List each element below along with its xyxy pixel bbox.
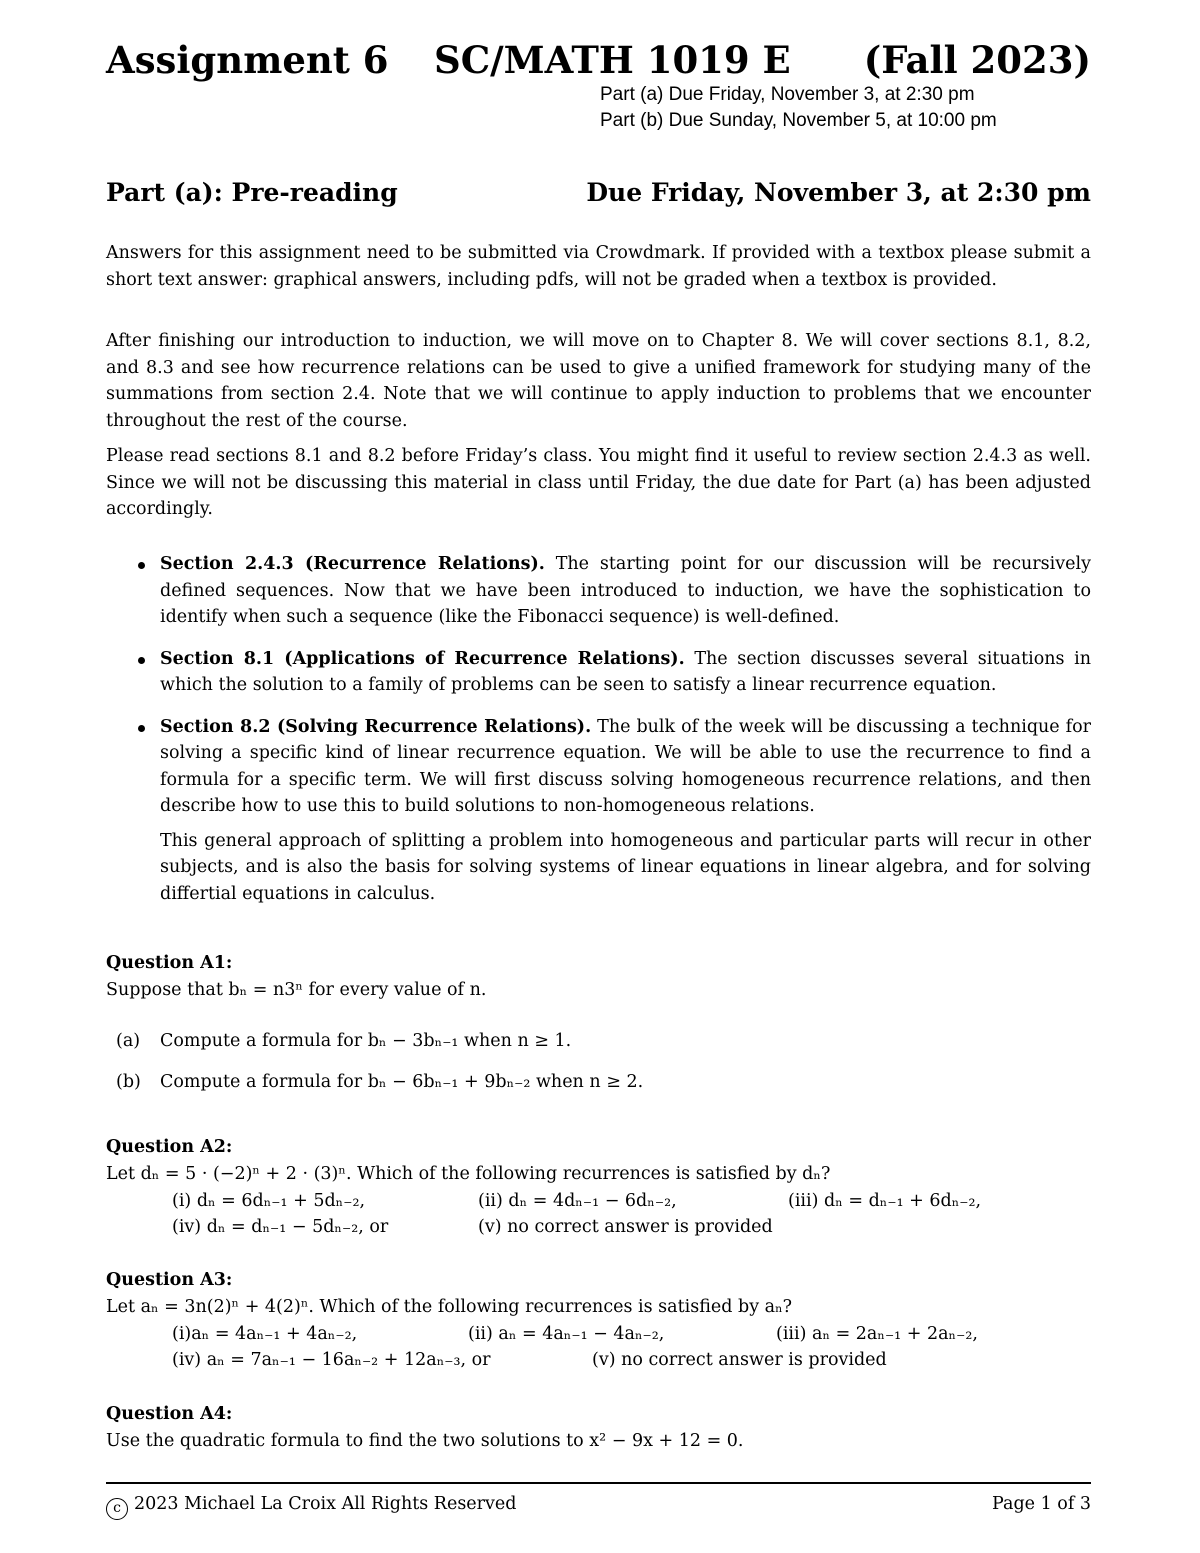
question-part-b: [106, 1069, 1091, 1096]
option-i: (i)aₙ = 4aₙ₋₁ + 4aₙ₋₂,: [172, 1324, 358, 1344]
part-label: (a): [116, 1031, 141, 1051]
question-heading: Question A4:: [106, 1404, 233, 1424]
paragraph-reading: Please read sections 8.1 and 8.2 before Friday’s class. You might find it useful to review section 2.4.3 as well. Since we will not be discussing this material in class until Friday, the due date for Part (a) has been adjusted accordingly.: [106, 446, 1091, 519]
bullet-heading: Section 8.1 (Applications of Recurrence Relations).: [160, 648, 685, 669]
section-due: Due Friday, November 3, at 2:30 pm: [586, 178, 1091, 207]
bullet-icon: [138, 657, 145, 664]
question-heading: Question A1:: [106, 953, 233, 973]
question-a3: [106, 1267, 1091, 1373]
part-text: Compute a formula for bₙ − 3bₙ₋₁ when n ≥ 1.: [160, 1031, 572, 1051]
due-date-part-a: Part (a) Due Friday, November 3, at 2:30 pm: [600, 84, 975, 105]
question-a2: [106, 1134, 1091, 1240]
list-item: [106, 646, 1091, 699]
reading-list: [106, 551, 1091, 922]
assignment-title: Assignment 6: [106, 38, 389, 82]
option-iii: (iii) aₙ = 2aₙ₋₁ + 2aₙ₋₂,: [776, 1324, 978, 1344]
footer-divider: [106, 1482, 1091, 1484]
page-footer: [106, 1494, 1091, 1520]
paragraph-chapter-8: After finishing our introduction to induction, we will move on to Chapter 8. We will cover sections 8.1, 8.2, and 8.3 and see how recurrence relations can be used to give a unified framework for studying many of the summations from section 2.4. Note that we will continue to apply induction to problems that we encounter throughout the rest of the course.: [106, 331, 1091, 431]
part-label: (b): [116, 1072, 141, 1092]
section-title: Part (a): Pre-reading: [106, 178, 398, 207]
term-label: (Fall 2023): [863, 38, 1091, 82]
part-text: Compute a formula for bₙ − 6bₙ₋₁ + 9bₙ₋₂ when n ≥ 2.: [160, 1072, 644, 1092]
paragraph-crowdmark: Answers for this assignment need to be submitted via Crowdmark. If provided with a textbox please submit a short text answer: graphical answers, including pdfs, will not be graded when a textbox is provided.: [106, 243, 1091, 290]
question-heading: Question A3:: [106, 1270, 233, 1290]
bullet-text: The starting point for our discussion will be recursively defined sequences. Now that we have been introduced to induction, we have the sophistication to identify when such a sequence (like the Fibonacci sequence) is well-defined.: [160, 554, 1091, 627]
question-intro: Use the quadratic formula to find the two solutions to x² − 9x + 12 = 0.: [106, 1431, 744, 1451]
option-row: [106, 1214, 1091, 1240]
option-v: (v) no correct answer is provided: [592, 1350, 887, 1370]
option-iv: (iv) dₙ = dₙ₋₁ − 5dₙ₋₂, or: [172, 1217, 389, 1237]
bullet-text: The bulk of the week will be discussing a technique for solving a specific kind of linear recurrence equation. We will be able to use the recurrence to find a formula for a specific term. We will first discuss solving homogeneous recurrence relations, and then describe how to use this to build solutions to non-homogeneous relations.: [160, 716, 1091, 816]
due-date-part-b: Part (b) Due Sunday, November 5, at 10:00 pm: [600, 110, 997, 131]
option-ii: (ii) dₙ = 4dₙ₋₁ − 6dₙ₋₂,: [478, 1191, 677, 1211]
bullet-icon: [138, 562, 145, 569]
copyright-text: 2023 Michael La Croix All Rights Reserved: [134, 1494, 517, 1514]
bullet-extra-text: This general approach of splitting a problem into homogeneous and particular parts will recur in other subjects, and is also the basis for solving systems of linear equations in linear algebra, and for solving differtial equations in calculus.: [160, 830, 1091, 904]
option-v: (v) no correct answer is provided: [478, 1217, 773, 1237]
option-iii: (iii) dₙ = dₙ₋₁ + 6dₙ₋₂,: [788, 1191, 982, 1211]
copyright-icon: c: [106, 1498, 128, 1520]
option-row: [106, 1188, 1091, 1214]
option-row: [106, 1347, 1091, 1373]
course-code: SC/MATH 1019 E: [434, 38, 791, 82]
question-intro: Suppose that bₙ = n3ⁿ for every value of n.: [106, 980, 487, 1000]
option-i: (i) dₙ = 6dₙ₋₁ + 5dₙ₋₂,: [172, 1191, 366, 1211]
question-a1: [106, 950, 1091, 1096]
list-item: [106, 714, 1091, 908]
bullet-heading: Section 2.4.3 (Recurrence Relations).: [160, 554, 545, 574]
bullet-icon: [138, 725, 145, 732]
option-iv: (iv) aₙ = 7aₙ₋₁ − 16aₙ₋₂ + 12aₙ₋₃, or: [172, 1350, 491, 1370]
page-number: Page 1 of 3: [992, 1494, 1091, 1514]
list-item: [106, 551, 1091, 631]
question-part-a: [106, 1028, 1091, 1055]
bullet-text: The section discusses several situations in which the solution to a family of problems can be seen to satisfy a linear recurrence equation.: [160, 648, 1091, 695]
due-dates: [600, 82, 997, 134]
bullet-heading: Section 8.2 (Solving Recurrence Relations).: [160, 716, 592, 737]
question-intro: Let dₙ = 5 · (−2)ⁿ + 2 · (3)ⁿ. Which of the following recurrences is satisfied by dₙ?: [106, 1164, 831, 1184]
question-a4: [106, 1401, 1091, 1455]
question-intro: Let aₙ = 3n(2)ⁿ + 4(2)ⁿ. Which of the following recurrences is satisfied by aₙ?: [106, 1297, 793, 1317]
option-row: [106, 1321, 1091, 1347]
question-heading: Question A2:: [106, 1137, 233, 1157]
option-ii: (ii) aₙ = 4aₙ₋₁ − 4aₙ₋₂,: [468, 1324, 665, 1344]
